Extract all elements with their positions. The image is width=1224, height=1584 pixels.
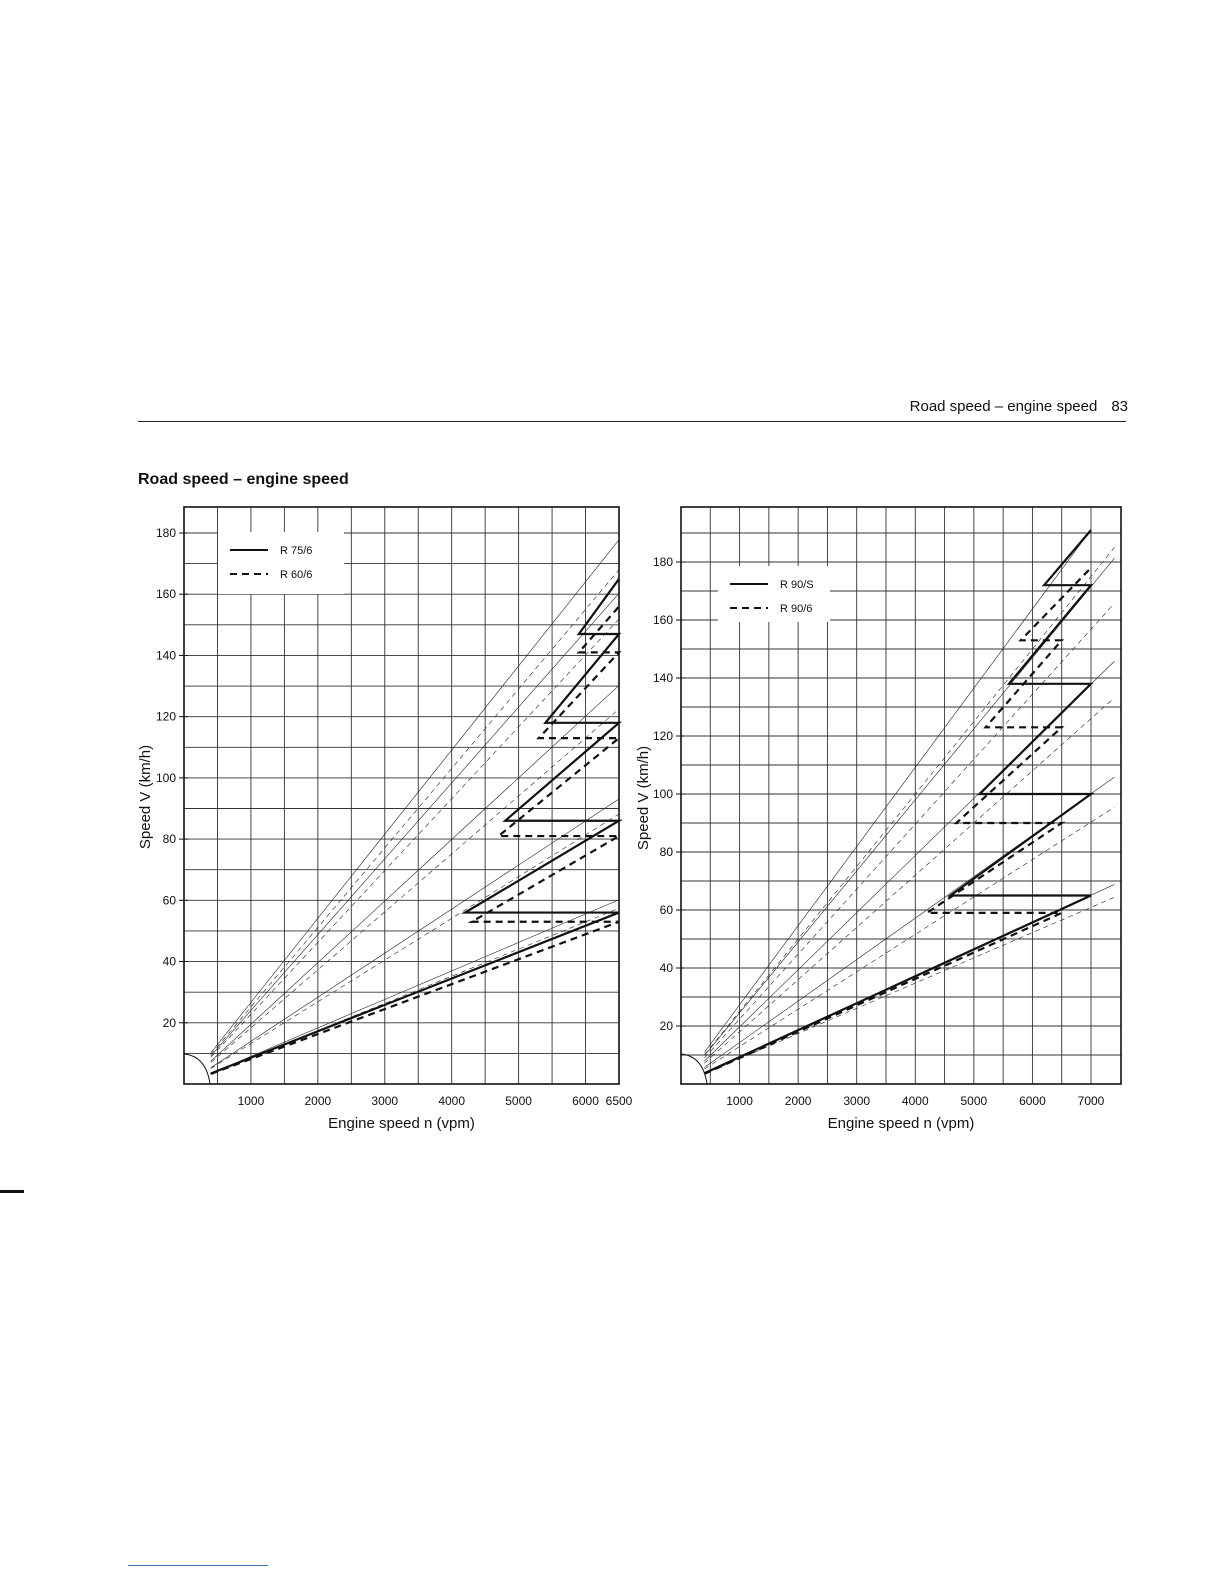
y-tick-label: 140 <box>155 648 176 663</box>
y-tick-label: 20 <box>162 1015 176 1030</box>
y-tick-label: 140 <box>652 671 673 685</box>
x-tick-label: 6000 <box>1019 1094 1046 1108</box>
gear-guide-line <box>704 897 1114 1074</box>
y-axis-label: Speed V (km/h) <box>137 744 154 850</box>
x-tick-label: 3000 <box>843 1094 871 1108</box>
x-tick-label: 1000 <box>726 1094 753 1108</box>
legend-box <box>718 566 830 622</box>
y-tick-label: 40 <box>659 961 673 975</box>
footer-rule <box>128 1565 268 1566</box>
y-tick-label: 120 <box>155 709 176 724</box>
x-tick-label: 4000 <box>438 1094 466 1108</box>
x-tick-label: 4000 <box>901 1094 929 1108</box>
y-tick-label: 160 <box>652 613 673 627</box>
gear-guide-line <box>704 698 1114 1063</box>
gear-guide-line <box>704 807 1114 1069</box>
y-tick-label: 20 <box>659 1019 673 1033</box>
x-tick-label: 5000 <box>505 1094 532 1108</box>
y-tick-label: 60 <box>659 903 673 917</box>
y-tick-label: 40 <box>162 954 176 969</box>
margin-mark <box>0 1190 24 1193</box>
page-number: 83 <box>1111 398 1128 415</box>
x-tick-label: 2000 <box>304 1094 332 1108</box>
y-tick-label: 120 <box>652 729 673 743</box>
x-tick-label: 7000 <box>1077 1094 1105 1108</box>
legend-label: R 90/6 <box>780 603 813 615</box>
x-axis-label: Engine speed n (vpm) <box>827 1115 975 1132</box>
x-tick-label: 2000 <box>784 1094 812 1108</box>
x-tick-label: 1000 <box>237 1094 265 1108</box>
gear-guide-line <box>704 558 1114 1055</box>
x-axis-label: Engine speed n (vpm) <box>328 1115 475 1132</box>
x-tick-label: 3000 <box>371 1094 399 1108</box>
y-tick-label: 180 <box>155 526 176 540</box>
section-title: Road speed – engine speed <box>138 471 349 488</box>
y-tick-label: 60 <box>162 893 176 908</box>
x-tick-label: 6500 <box>605 1094 633 1108</box>
legend-label: R 90/S <box>780 579 814 591</box>
legend-label: R 75/6 <box>280 545 313 557</box>
y-tick-label: 180 <box>652 555 673 569</box>
running-title: Road speed – engine speed <box>909 398 1098 415</box>
y-tick-label: 80 <box>162 832 176 847</box>
y-axis-label: Speed V (km/h) <box>635 745 652 851</box>
y-tick-label: 80 <box>659 845 673 859</box>
x-tick-label: 6000 <box>572 1094 599 1108</box>
x-tick-label: 5000 <box>960 1094 988 1108</box>
gear-guide-line <box>704 603 1114 1058</box>
y-tick-label: 160 <box>155 587 176 602</box>
y-tick-label: 100 <box>155 770 176 785</box>
y-tick-label: 100 <box>652 787 673 801</box>
legend-label: R 60/6 <box>280 569 313 581</box>
origin-arc <box>681 1054 707 1084</box>
